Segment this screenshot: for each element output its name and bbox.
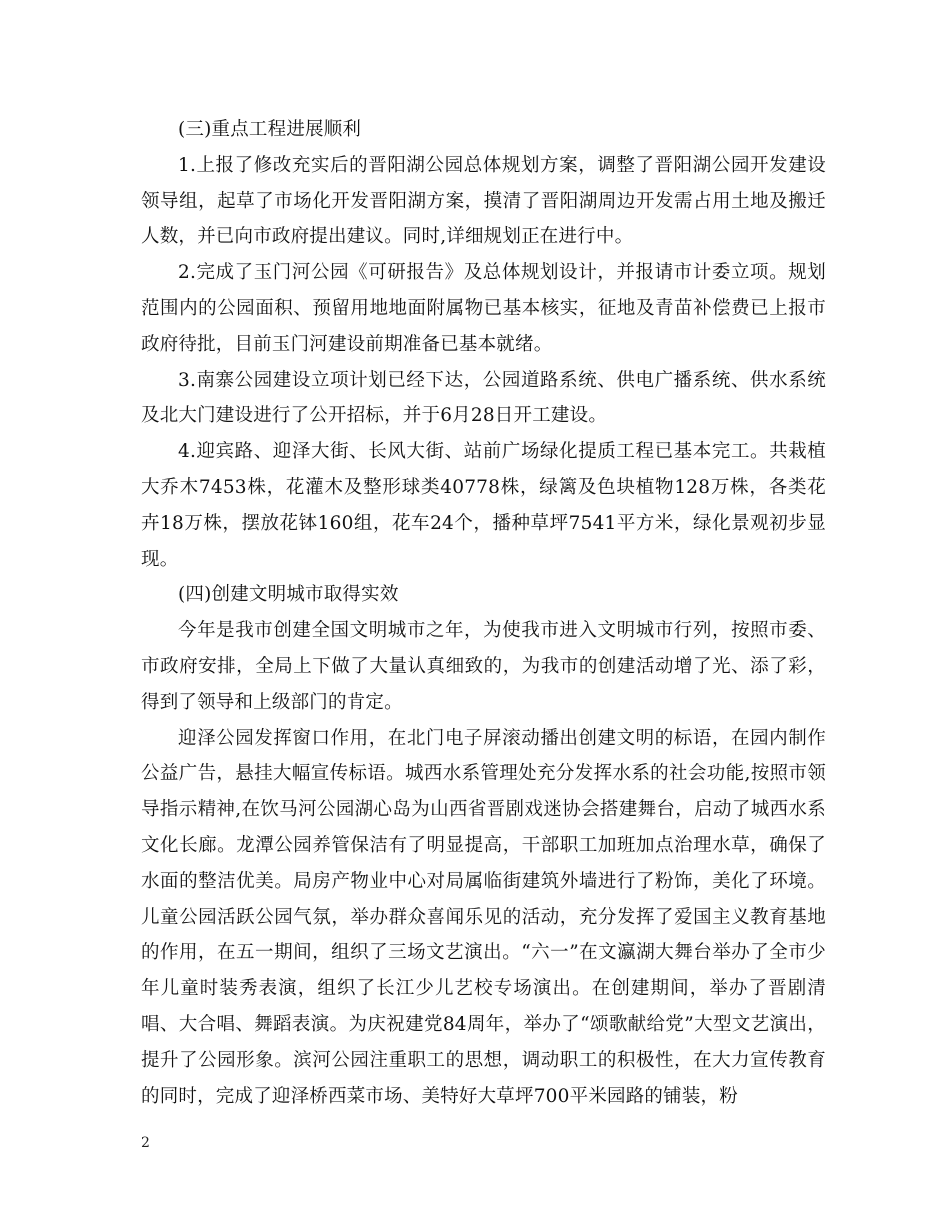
paragraph-park-activities: 迎泽公园发挥窗口作用，在北门电子屏滚动播出创建文明的标语，在园内制作公益广告，悬挂大幅宣传标语。城西水系管理处充分发挥水系的社会功能,按照市领导指示精神,在饮马河公园湖心岛为山西省晋剧戏迷协会搭建舞台，启动了城西水系文化长廊。龙潭公园养管保洁有了明显提高，干部职工加班加点治理水草，确保了水面的整洁优美。局房产物业中心对局属临街建筑外墙进行了粉饰，美化了环境。儿童公园活跃公园气氛，举办群众喜闻乐见的活动，充分发挥了爱国主义教育基地的作用，在五一期间，组织了三场文艺演出。“六一”在文瀛湖大舞台举办了全市少年儿童时装秀表演，组织了长江少儿艺校专场演出。在创建期间，举办了晋剧清唱、大合唱、舞蹈表演。为庆祝建党84周年，举办了“颂歌献给党”大型文艺演出，提升了公园形象。滨河公园注重职工的思想，调动职工的积极性，在大力宣传教育的同时，完成了迎泽桥西菜市场、美特好大草坪700平米园路的铺装，粉 (141, 727, 826, 1107)
section-heading-key-projects: (三)重点工程进展顺利 (178, 119, 362, 140)
paragraph-nanzhai-park: 3.南寨公园建设立项计划已经下达，公园道路系统、供电广播系统、供水系统及北大门建设进行了公开招标，并于6月28日开工建设。 (141, 369, 826, 427)
paragraph-yumen-river: 2.完成了玉门河公园《可研报告》及总体规划设计，并报请市计委立项。规划范围内的公园面积、预留用地地面附属物已基本核实，征地及青苗补偿费已上报市政府待批，目前玉门河建设前期准备已基本就绪。 (141, 262, 826, 355)
paragraph-jinyang-lake: 1.上报了修改充实后的晋阳湖公园总体规划方案，调整了晋阳湖公园开发建设领导组，起草了市场化开发晋阳湖方案，摸清了晋阳湖周边开发需占用土地及搬迁人数，并已向市政府提出建议。同时,详细规划正在进行中。 (141, 154, 826, 248)
section-heading-civilized-city: (四)创建文明城市取得实效 (178, 584, 399, 606)
page-number: 2 (141, 1135, 150, 1151)
document-body (141, 112, 826, 1114)
paragraph-greening-project: 4.迎宾路、迎泽大街、长风大街、站前广场绿化提质工程已基本完工。共栽植大乔木7453株，花灌木及整形球类40778株，绿篱及色块植物128万株，各类花卉18万株，摆放花钵160组，花车24个，播种草坪7541平方米，绿化景观初步显现。 (141, 441, 826, 570)
paragraph-civilized-city-intro: 今年是我市创建全国文明城市之年，为使我市进入文明城市行列，按照市委、市政府安排，全局上下做了大量认真细致的，为我市的创建活动增了光、添了彩，得到了领导和上级部门的肯定。 (141, 620, 826, 713)
